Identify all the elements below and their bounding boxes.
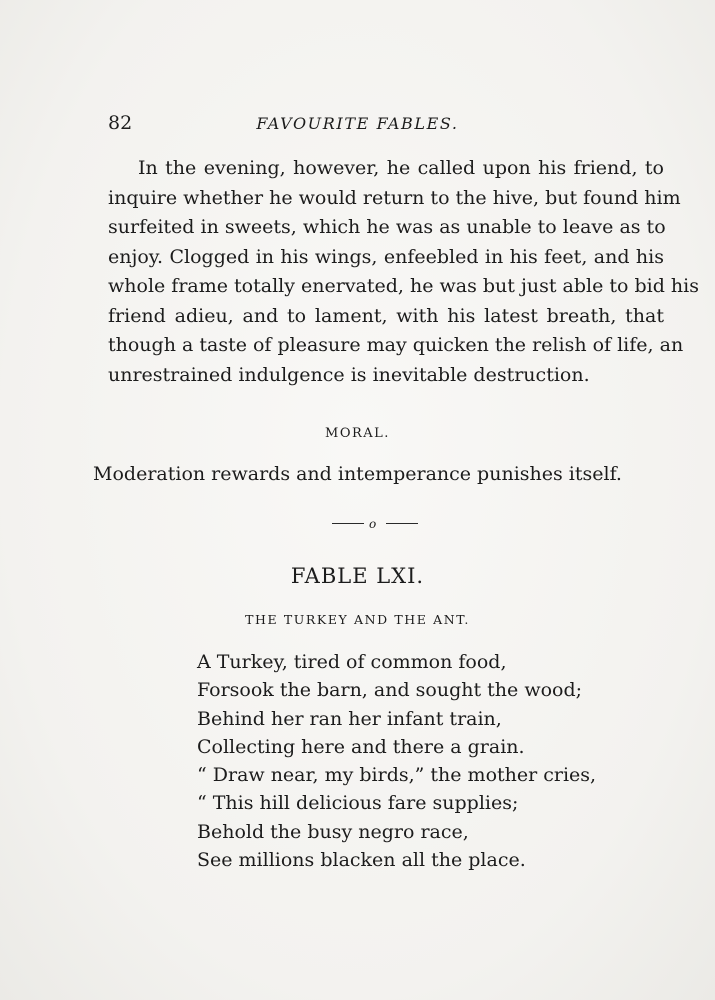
prose-line: inquire whether he would return to the hive, but found him (108, 186, 681, 209)
moral-heading: MORAL. (325, 426, 390, 441)
verse-line: See millions blacken all the place. (197, 849, 526, 872)
fable-title: FABLE LXI. (290, 564, 425, 588)
divider-ornament: o (369, 517, 377, 531)
verse-line: A Turkey, tired of common food, (197, 651, 507, 673)
prose-line: though a taste of pleasure may quicken the relish of life, an (108, 334, 684, 356)
prose-line: enjoy. Clogged in his wings, enfeebled in his feet, and his (108, 245, 664, 268)
verse-line: Behind her ran her infant train, (197, 707, 502, 730)
prose-paragraph (108, 154, 699, 390)
prose-line: unrestrained indulgence is inevitable destruction. (108, 363, 590, 386)
page-number: 82 (108, 112, 133, 134)
verse-line: Forsook the barn, and sought the wood; (197, 679, 583, 702)
prose-line: In the evening, however, he called upon his friend, to (138, 157, 664, 179)
moral-text: Moderation rewards and intemperance punishes itself. (93, 463, 622, 485)
verse-line: Behold the busy negro race, (197, 820, 469, 843)
prose-line: surfeited in sweets, which he was as unable to leave as to (108, 216, 666, 238)
section-divider (332, 516, 418, 532)
divider-rule-left (332, 523, 364, 524)
verse-line: “ Draw near, my birds,” the mother cries, (197, 764, 597, 787)
prose-line: friend adieu, and to lament, with his latest breath, that (108, 304, 664, 327)
verse-stanza (197, 648, 596, 874)
verse-line: “ This hill delicious fare supplies; (197, 792, 519, 815)
page-header (0, 112, 715, 138)
prose-line: whole frame totally enervated, he was but just able to bid his (108, 275, 699, 297)
verse-line: Collecting here and there a grain. (197, 735, 525, 758)
running-title: FAVOURITE FABLES. (256, 114, 459, 133)
divider-rule-right (386, 523, 418, 524)
fable-subtitle: THE TURKEY AND THE ANT. (245, 612, 470, 627)
